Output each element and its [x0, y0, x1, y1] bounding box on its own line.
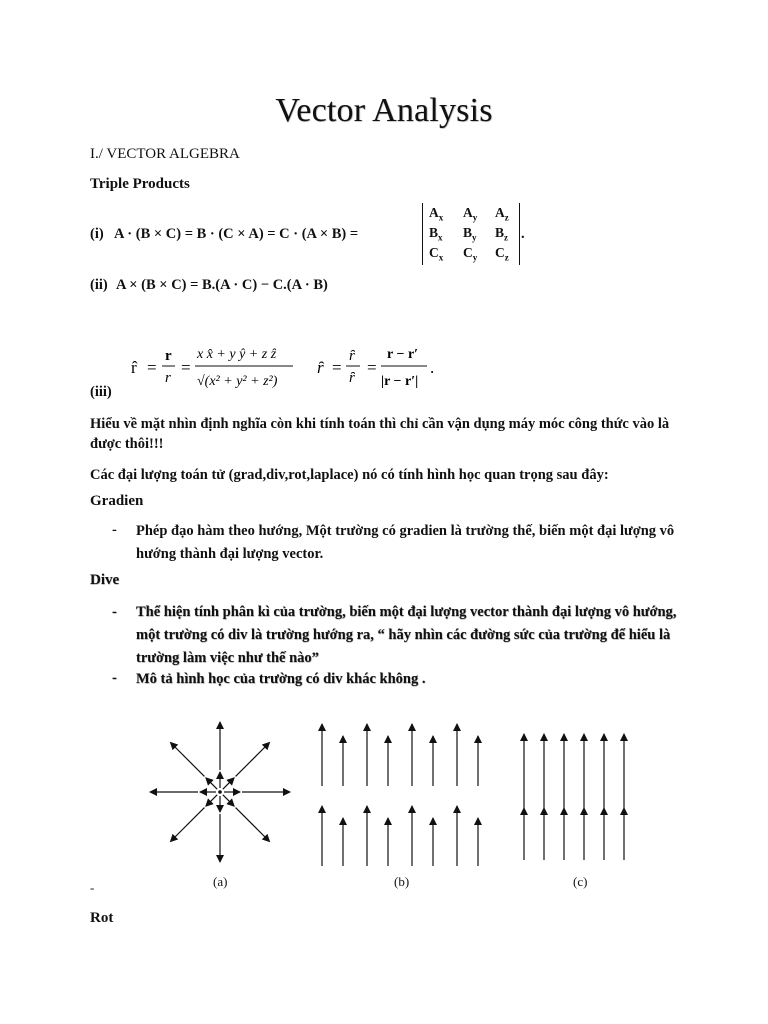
svg-text:.: . [430, 358, 435, 377]
matrix-cell: $C_z$ [495, 245, 509, 263]
eq1-tail: . [521, 226, 525, 242]
trailing-dash: - [90, 880, 95, 895]
matrix-cell: $C_y$ [463, 245, 478, 263]
rot-heading: Rot [90, 910, 114, 926]
svg-text:r − r′: r − r′ [387, 347, 419, 362]
matrix-cell: $B_x$ [429, 225, 443, 243]
svg-text:|r − r′|: |r − r′| [381, 374, 419, 389]
bullet-dash: - [112, 522, 117, 538]
caption-a: (a) [213, 874, 228, 889]
source-point [218, 790, 222, 794]
svg-text:r: r [165, 370, 171, 386]
unit-vector-formula [125, 330, 455, 400]
paragraph-intro: Hiểu về mặt nhìn định nghĩa còn khi tính toán thì chỉ cần vận dụng máy móc công thức vào là được thôi!!! [90, 416, 670, 452]
page-title: Vector Analysis [275, 92, 493, 129]
matrix-cell: $B_z$ [495, 225, 509, 243]
triple-products-heading: Triple Products [90, 176, 190, 192]
formula-symbol: r̂ [131, 358, 137, 377]
matrix-cell: $C_x$ [429, 245, 444, 263]
field-arrow [223, 795, 234, 806]
field-arrow [236, 808, 270, 842]
field-arrow [223, 778, 234, 789]
matrix-cell: $A_z$ [495, 205, 509, 223]
bullet-dash: - [112, 670, 117, 686]
svg-text:=: = [332, 358, 342, 377]
svg-text:=: = [181, 358, 191, 377]
field-arrow [171, 743, 205, 777]
matrix-cell: $B_y$ [463, 225, 477, 243]
eq2-formula: A × (B × C) = B.(A · C) − C.(A · B) [116, 277, 328, 293]
svg-text:√(x² + y² + z²): √(x² + y² + z²) [197, 374, 278, 389]
matrix-cell: $A_y$ [463, 205, 478, 223]
caption-c: (c) [573, 874, 588, 889]
matrix-cell: $A_x$ [429, 205, 444, 223]
caption-b: (b) [394, 874, 410, 889]
svg-text:ȓ: ȓ [317, 358, 324, 377]
varying-field-diagram [322, 724, 478, 866]
svg-text:ȓ: ȓ [349, 348, 355, 364]
uniform-field-diagram [524, 734, 624, 860]
eq1-label: (i) [90, 226, 104, 242]
svg-text:=: = [147, 358, 157, 377]
radial-field-diagram [150, 722, 290, 862]
svg-text:=: = [367, 358, 377, 377]
dive-bullet-text-1: Thể hiện tính phân kì của trường, biến một đại lượng vector thành đại lượng vô hướng, một trường có div là trường hướng ra, “ hãy nhìn các đường sức của trường để hiểu là trường làm việc như thế nào” [136, 604, 677, 666]
field-arrow [206, 778, 217, 789]
field-arrow [236, 743, 270, 777]
paragraph-operators: Các đại lượng toán tử (grad,div,rot,laplace) nó có tính hình học quan trọng sau đây: [90, 467, 609, 483]
eq1-lhs: A · (B × C) = B · (C × A) = C · (A × B) = [114, 226, 359, 242]
svg-text:x x̂ + y ŷ + z ẑ: x x̂ + y ŷ + z ẑ [197, 347, 277, 362]
bullet-dash: - [112, 604, 117, 620]
eq2-label: (ii) [90, 277, 108, 293]
svg-text:ȓ: ȓ [349, 370, 355, 386]
dive-heading: Dive [90, 572, 120, 588]
section-heading: I./ VECTOR ALGEBRA [90, 146, 240, 162]
dive-bullet-text-2: Mô tả hình học của trường có div khác không . [136, 671, 426, 687]
determinant-matrix [422, 203, 520, 265]
svg-text:r: r [165, 348, 172, 364]
vector-field-figure [140, 716, 650, 896]
eq3-label: (iii) [90, 384, 112, 400]
gradien-bullet-text: Phép đạo hàm theo hướng, Một trường có gradien là trường thế, biến một đại lượng vô hướng thành đại lượng vector. [136, 523, 675, 562]
field-arrow [171, 808, 205, 842]
gradien-heading: Gradien [90, 493, 144, 509]
field-arrow [206, 795, 217, 806]
